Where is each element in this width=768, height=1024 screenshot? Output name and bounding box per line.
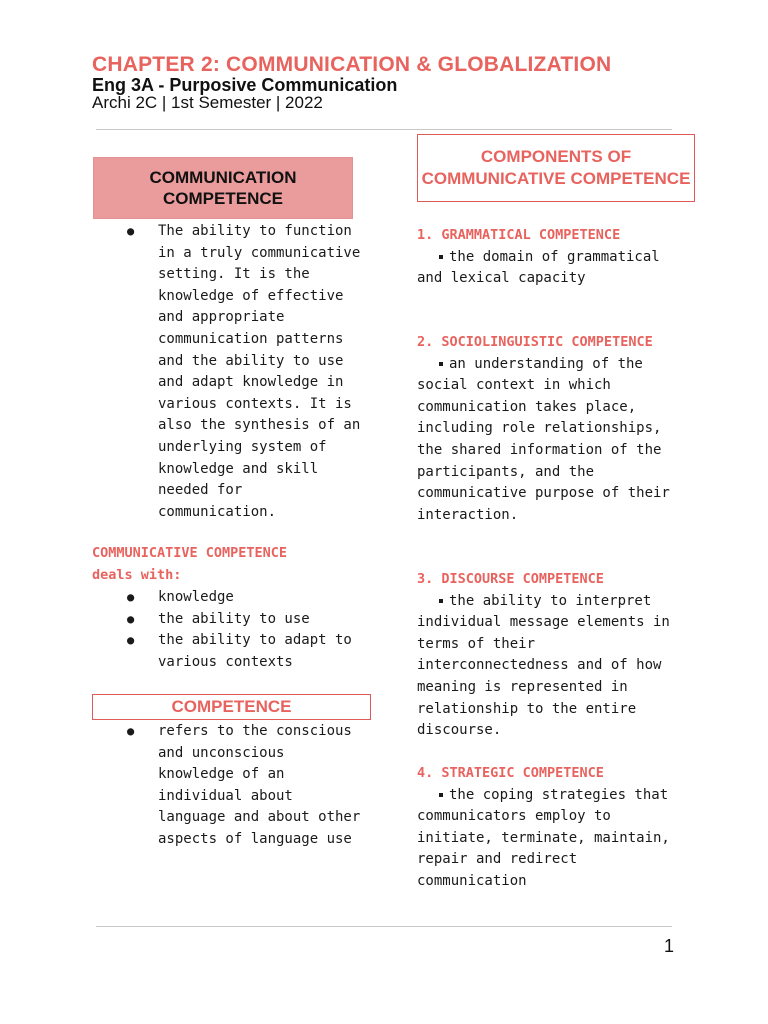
square-bullet-icon — [439, 793, 443, 797]
bullet-icon: ● — [127, 590, 135, 604]
list-item-text: knowledge — [158, 589, 234, 605]
component-title: 4. STRATEGIC COMPETENCE — [417, 765, 604, 781]
header-divider — [96, 129, 672, 130]
component-grammatical — [417, 225, 689, 290]
communication-competence-heading: COMMUNICATION COMPETENCE — [93, 157, 353, 219]
square-bullet-icon — [439, 599, 443, 603]
deals-with-heading: COMMUNICATIVE COMPETENCE deals with: — [92, 545, 288, 583]
list-item-text: refers to the conscious and unconscious knowledge of an individual about language and about other aspects of language use — [158, 723, 361, 847]
square-bullet-icon — [439, 362, 443, 366]
list-item — [92, 587, 362, 609]
component-title: 3. DISCOURSE COMPETENCE — [417, 571, 604, 587]
list-item-text: the ability to use — [158, 610, 310, 627]
list-item — [92, 609, 362, 631]
competence-heading: COMPETENCE — [92, 694, 371, 720]
component-text: the coping strategies that communicators employ to initiate, terminate, maintain, repair and redirect communication — [417, 786, 670, 889]
document-title: CHAPTER 2: COMMUNICATION & GLOBALIZATION — [92, 53, 612, 76]
component-title: 1. GRAMMATICAL COMPETENCE — [417, 227, 621, 243]
course-subtitle: Eng 3A - Purposive Communication — [92, 75, 398, 95]
footer-divider — [96, 926, 672, 927]
list-item-text: the ability to adapt to various contexts — [158, 632, 352, 670]
component-strategic — [417, 763, 689, 893]
component-text: an understanding of the social context in which communication takes place, including role relationships, the shared information of the participants, and the communicative purpose of their interaction. — [417, 355, 670, 523]
course-meta: Archi 2C | 1st Semester | 2022 — [92, 93, 323, 112]
list-item — [92, 721, 362, 851]
communication-competence-list — [92, 221, 362, 523]
bullet-icon: ● — [127, 224, 135, 238]
list-item — [92, 221, 362, 523]
list-item-text: The ability to function in a truly communicative setting. It is the knowledge of effective and appropriate communication patterns and the ability to use and adapt knowledge in various contexts. It is also the synthesis of an underlying system of knowledge and skill needed for communication. — [158, 223, 361, 520]
bullet-icon: ● — [127, 611, 135, 626]
component-text: the ability to interpret individual message elements in terms of their interconnectedness and of how meaning is represented in relationship to the entire discourse. — [417, 592, 670, 739]
bullet-icon: ● — [127, 724, 135, 738]
component-text: the domain of grammatical and lexical capacity — [417, 248, 660, 287]
list-item — [92, 630, 362, 673]
page-number: 1 — [664, 936, 675, 956]
competence-list — [92, 721, 362, 851]
components-heading: COMPONENTS OF COMMUNICATIVE COMPETENCE — [417, 134, 695, 202]
bullet-icon: ● — [127, 633, 135, 648]
square-bullet-icon — [439, 255, 443, 259]
component-sociolinguistic — [417, 332, 689, 526]
component-discourse — [417, 569, 689, 742]
component-title: 2. SOCIOLINGUISTIC COMPETENCE — [417, 334, 653, 350]
deals-with-list — [92, 587, 362, 673]
